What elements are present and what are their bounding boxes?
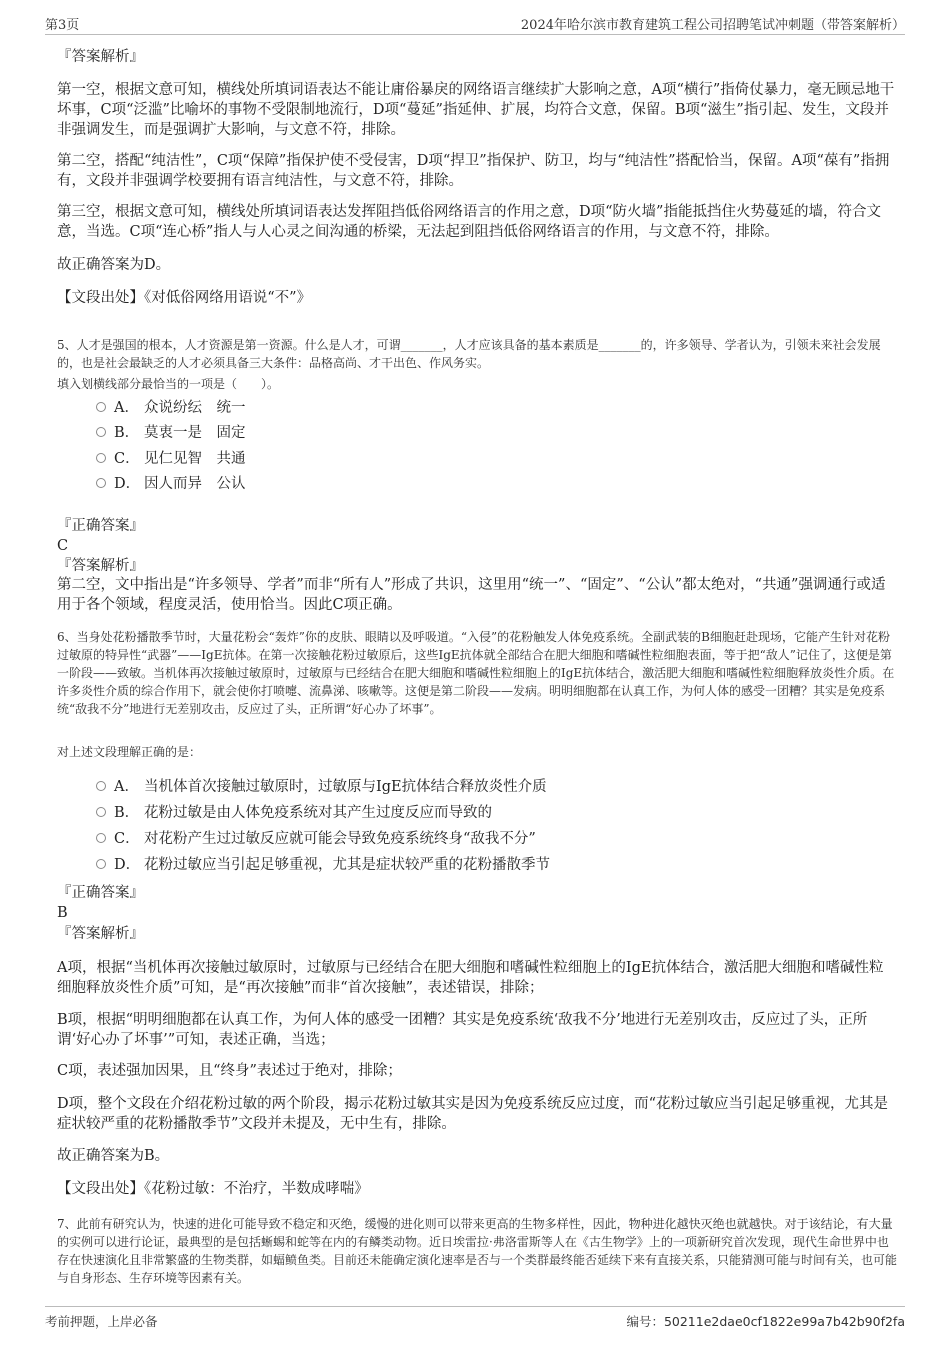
footer-slogan: 考前押题，上岸必备 (45, 1314, 158, 1329)
radio-button-icon[interactable] (96, 807, 106, 817)
radio-button-icon[interactable] (96, 402, 106, 412)
q6-correct-answer: B (57, 905, 68, 921)
option-text: 众说纷纭 统一 (144, 400, 246, 416)
option-letter: A． (114, 400, 139, 416)
document-title: 2024年哈尔滨市教育建筑工程公司招聘笔试冲刺题（带答案解析） (520, 18, 905, 33)
q5-prompt: 填入划横线部分最恰当的一项是（ ）。 (57, 377, 280, 391)
radio-button-icon[interactable] (96, 478, 106, 488)
option-letter: B． (114, 805, 140, 821)
page-number: 第3页 (45, 18, 80, 33)
q6-source: 【文段出处】《花粉过敏：不治疗，半数成哮喘》 (57, 1181, 369, 1197)
q6-option-d[interactable] (96, 855, 550, 875)
q6-option-b[interactable] (96, 803, 492, 823)
q4-analysis-label: 『答案解析』 (57, 49, 144, 65)
q6-analysis-a: A项，根据“当机体再次接触过敏原时，过敏原与已经结合在肥大细胞和嗜碱性粒细胞上的IgE抗体结合，激活肥大细胞和嗜碱性粒细胞释放炎性介质”可知，是“再次接触”而非“首次接触”，表述错误，排除； (57, 960, 884, 996)
q6-stem: 6、当身处花粉播散季节时，大量花粉会“轰炸”你的皮肤、眼睛以及呼吸道。“入侵”的花粉触发人体免疫系统。全副武装的B细胞赶赴现场，它能产生针对花粉过敏原的特异性“武器”——IgE抗体。在第一次接触花粉过敏原后，这些IgE抗体就全部结合在肥大细胞和嗜碱性粒细胞表面，等于把“敌人”记住了，这便是第一阶段——致敏。当机体再次接触过敏原时，过敏原与已经结合在肥大细胞和嗜碱性粒细胞上的IgE抗体结合，激活肥大细胞和嗜碱性粒细胞释放炎性介质。在许多炎性介质的综合作用下，就会使你打喷嚏、流鼻涕、咳嗽等。这便是第二阶段——发病。明明细胞都在认真工作，为何人体的感受一团糟？其实是免疫系统“敌我不分”地进行无差别攻击，反应过了头，正所谓“好心办了坏事”。 (57, 630, 895, 716)
q5-correct-label: 『正确答案』 (57, 518, 144, 534)
q6-analysis-b: B项，根据“明明细胞都在认真工作，为何人体的感受一团糟？其实是免疫系统‘敌我不分’地进行无差别攻击，反应过了头，正所谓‘好心办了坏事’”可知，表述正确，当选； (57, 1012, 868, 1048)
q6-analysis-c: C项，表述强加因果，且“终身”表述过于绝对，排除； (57, 1063, 402, 1079)
q6-option-c[interactable] (96, 829, 536, 849)
radio-button-icon[interactable] (96, 859, 106, 869)
q6-prompt: 对上述文段理解正确的是： (57, 745, 202, 759)
q5-analysis: 第二空，文中指出是“许多领导、学者”而非“所有人”形成了共识，这里用“统一”、“固定”、“公认”都太绝对，“共通”强调通行或适用于各个领域，程度灵活，使用恰当。因此C项正确。 (57, 577, 886, 613)
q4-source: 【文段出处】《对低俗网络用语说“不”》 (57, 290, 312, 306)
page-header (45, 14, 905, 34)
option-text: 花粉过敏应当引起足够重视，尤其是症状较严重的花粉播散季节 (144, 857, 550, 873)
q6-conclusion: 故正确答案为B。 (57, 1148, 170, 1164)
q4-analysis-para3: 第三空，根据文意可知，横线处所填词语表达发挥阻挡低俗网络语言的作用之意，D项“防火墙”指能抵挡住火势蔓延的墙，符合文意，当选。C项“连心桥”指人与人心灵之间沟通的桥梁，无法起到阻挡低俗网络语言的作用，与文意不符，排除。 (57, 204, 881, 240)
radio-button-icon[interactable] (96, 453, 106, 463)
option-text: 莫衷一是 固定 (144, 425, 246, 441)
option-letter: C． (114, 831, 140, 847)
q5-option-c[interactable] (96, 449, 246, 469)
q4-analysis-para2: 第二空，搭配“纯洁性”，C项“保障”指保护使不受侵害，D项“捍卫”指保护、防卫，均与“纯洁性”搭配恰当，保留。A项“葆有”指拥有，文段并非强调学校要拥有语言纯洁性，与文意不符，排除。 (57, 153, 890, 189)
option-text: 当机体首次接触过敏原时，过敏原与IgE抗体结合释放炎性介质 (144, 779, 547, 795)
option-letter: C． (114, 451, 140, 467)
radio-button-icon[interactable] (96, 781, 106, 791)
option-letter: A． (114, 779, 139, 795)
option-letter: B． (114, 425, 140, 441)
option-letter: D． (114, 857, 141, 873)
footer-divider (45, 1306, 905, 1307)
document-code: 编号：50211e2dae0cf1822e99a7b42b90f2fa (626, 1314, 905, 1329)
q5-option-b[interactable] (96, 423, 246, 443)
q7-stem: 7、此前有研究认为，快速的进化可能导致不稳定和灭绝，缓慢的进化则可以带来更高的生物多样性，因此，物种进化越快灭绝也就越快。对于该结论，有大量的实例可以进行论证，最典型的是包括蜥蜴和蛇等在内的有鳞类动物。近日埃雷拉·弗洛雷斯等人在《古生物学》上的一项新研究首次发现，现代生命世界中也存在快速演化且非常繁盛的生物类群，如蝠鲼鱼类。目前还未能确定演化速率是否与一个类群最终能否延续下来有直接关系，只能猜测可能与时间有关，也可能与自身形态、生存环境等因素有关。 (57, 1217, 898, 1285)
q6-analysis-label: 『答案解析』 (57, 926, 144, 942)
q4-conclusion: 故正确答案为D。 (57, 257, 171, 273)
q5-option-d[interactable] (96, 474, 246, 494)
q5-analysis-label: 『答案解析』 (57, 558, 144, 574)
q5-stem: 5、人才是强国的根本，人才资源是第一资源。什么是人才，可谓_______，人才应该具备的基本素质是_______的，许多领导、学者认为，引领未来社会发展的，也是社会最缺乏的人才必须具备三大条件：品格高尚、才干出色、作风务实。 (57, 338, 881, 370)
option-text: 因人而异 公认 (144, 476, 246, 492)
option-text: 花粉过敏是由人体免疫系统对其产生过度反应而导致的 (144, 805, 492, 821)
option-letter: D． (114, 476, 141, 492)
q6-analysis-d: D项，整个文段在介绍花粉过敏的两个阶段，揭示花粉过敏其实是因为免疫系统反应过度，而“花粉过敏应当引起足够重视，尤其是症状较严重的花粉播散季节”文段并未提及，无中生有，排除。 (57, 1096, 889, 1132)
q5-option-a[interactable] (96, 398, 246, 418)
q6-option-a[interactable] (96, 777, 547, 797)
q4-analysis-para1: 第一空，根据文意可知，横线处所填词语表达不能让庸俗暴戾的网络语言继续扩大影响之意，A项“横行”指倚仗暴力，毫无顾忌地干坏事，C项“泛滥”比喻坏的事物不受限制地流行，D项“蔓延”指延伸、扩展，均符合文意，保留。B项“滋生”指引起、发生，文段并非强调发生，而是强调扩大影响，与文意不符，排除。 (57, 82, 895, 138)
option-text: 见仁见智 共通 (144, 451, 246, 467)
radio-button-icon[interactable] (96, 833, 106, 843)
radio-button-icon[interactable] (96, 427, 106, 437)
q5-correct-answer: C (57, 538, 69, 554)
option-text: 对花粉产生过过敏反应就可能会导致免疫系统终身“敌我不分” (144, 831, 536, 847)
header-divider (45, 34, 905, 35)
q6-correct-label: 『正确答案』 (57, 885, 144, 901)
